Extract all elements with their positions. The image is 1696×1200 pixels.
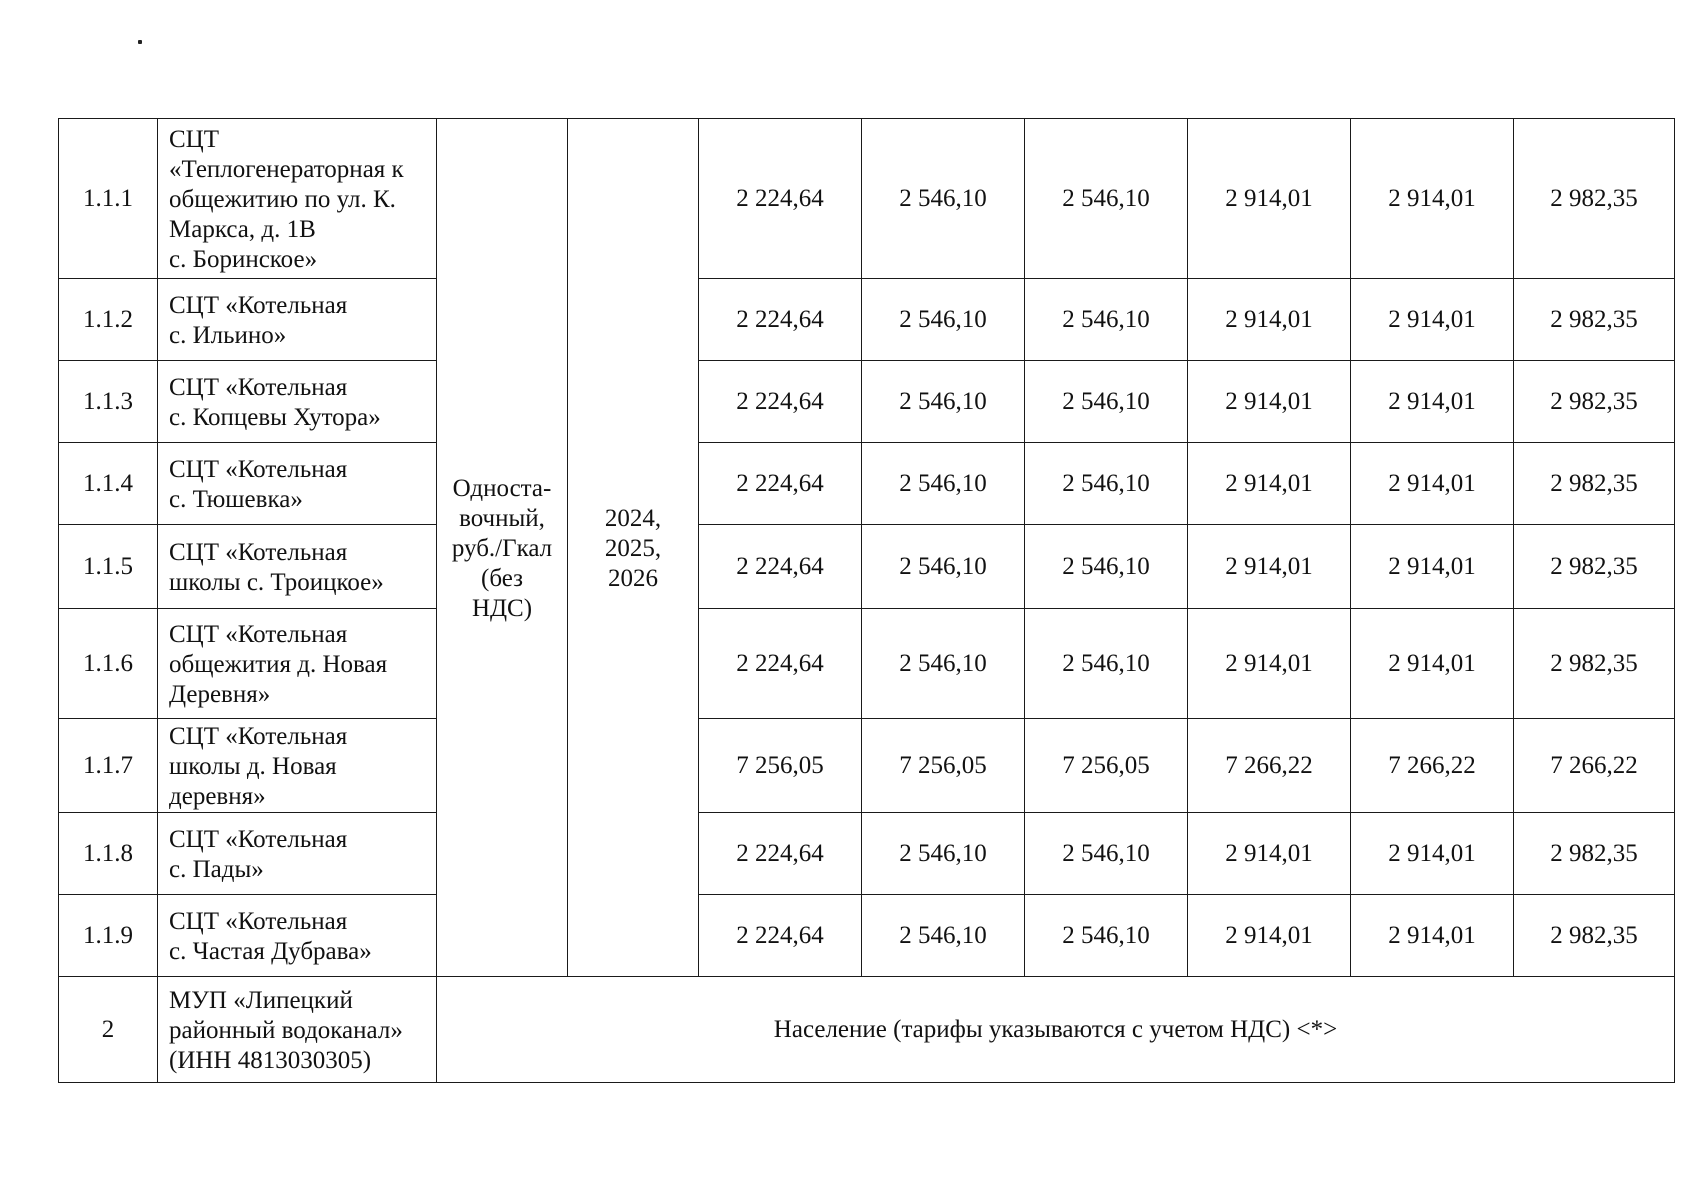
tariff-value: 2 546,10 bbox=[1025, 609, 1188, 719]
tariff-value: 2 224,64 bbox=[699, 361, 862, 443]
tariff-value: 2 914,01 bbox=[1188, 525, 1351, 609]
text-line: СЦТ «Котельная bbox=[169, 907, 348, 935]
tariff-value: 2 224,64 bbox=[699, 895, 862, 977]
tariff-value: 2 982,35 bbox=[1514, 895, 1675, 977]
table-row-organization bbox=[59, 977, 1675, 1083]
tariff-value: 2 914,01 bbox=[1351, 895, 1514, 977]
text-line: с. Боринское» bbox=[169, 245, 318, 273]
tariff-unit bbox=[437, 119, 568, 977]
tariff-value: 7 256,05 bbox=[1025, 719, 1188, 813]
text-line: школы с. Троицкое» bbox=[169, 568, 384, 596]
text-line: 2025, bbox=[604, 534, 662, 562]
tariff-value: 2 914,01 bbox=[1351, 119, 1514, 279]
system-name bbox=[158, 895, 437, 977]
text-line: НДС) bbox=[471, 594, 533, 622]
tariff-value: 2 224,64 bbox=[699, 525, 862, 609]
tariff-value: 2 546,10 bbox=[1025, 525, 1188, 609]
tariff-value: 2 982,35 bbox=[1514, 361, 1675, 443]
table-row bbox=[59, 525, 1675, 609]
row-number: 1.1.4 bbox=[59, 443, 158, 525]
tariff-value: 2 914,01 bbox=[1188, 609, 1351, 719]
text-line: МУП «Липецкий bbox=[169, 986, 353, 1014]
row-number: 1.1.8 bbox=[59, 813, 158, 895]
text-line: с. Копцевы Хутора» bbox=[169, 403, 381, 431]
text-line: общежития д. Новая bbox=[169, 650, 388, 678]
tariff-years bbox=[568, 119, 699, 977]
tariff-value: 2 546,10 bbox=[862, 813, 1025, 895]
text-line: вочный, bbox=[459, 504, 545, 532]
text-line: общежитию по ул. К. bbox=[169, 185, 396, 213]
text-line: районный водоканал» bbox=[169, 1016, 403, 1044]
tariff-value: 2 914,01 bbox=[1188, 443, 1351, 525]
system-name bbox=[158, 279, 437, 361]
tariff-value: 2 914,01 bbox=[1351, 361, 1514, 443]
tariff-table bbox=[58, 118, 1675, 1083]
text-line: Маркса, д. 1В bbox=[169, 215, 316, 243]
tariff-value: 7 266,22 bbox=[1351, 719, 1514, 813]
tariff-value: 2 546,10 bbox=[1025, 279, 1188, 361]
text-line: СЦТ «Котельная bbox=[169, 455, 348, 483]
tariff-value: 2 224,64 bbox=[699, 279, 862, 361]
tariff-value: 7 266,22 bbox=[1514, 719, 1675, 813]
text-line: СЦТ «Котельная bbox=[169, 722, 348, 750]
row-number: 1.1.7 bbox=[59, 719, 158, 813]
system-name bbox=[158, 443, 437, 525]
text-line: СЦТ «Котельная bbox=[169, 538, 348, 566]
tariff-value: 2 914,01 bbox=[1351, 609, 1514, 719]
text-line: СЦТ «Котельная bbox=[169, 825, 348, 853]
tariff-value: 2 546,10 bbox=[1025, 813, 1188, 895]
tariff-value: 2 546,10 bbox=[862, 279, 1025, 361]
table-row bbox=[59, 609, 1675, 719]
tariff-value: 2 982,35 bbox=[1514, 609, 1675, 719]
table-row bbox=[59, 119, 1675, 279]
table-row bbox=[59, 361, 1675, 443]
tariff-value: 7 256,05 bbox=[699, 719, 862, 813]
tariff-value: 2 914,01 bbox=[1188, 813, 1351, 895]
scan-speck bbox=[138, 40, 142, 44]
tariff-value: 2 982,35 bbox=[1514, 119, 1675, 279]
text-line: Деревня» bbox=[169, 680, 271, 708]
text-line: СЦТ «Котельная bbox=[169, 373, 348, 401]
tariff-value: 2 224,64 bbox=[699, 609, 862, 719]
text-line: с. Ильино» bbox=[169, 321, 287, 349]
tariff-value: 2 914,01 bbox=[1351, 525, 1514, 609]
tariff-value: 2 224,64 bbox=[699, 813, 862, 895]
system-name bbox=[158, 719, 437, 813]
text-line: с. Пады» bbox=[169, 855, 264, 883]
text-line: СЦТ bbox=[169, 125, 219, 153]
tariff-value: 2 546,10 bbox=[862, 895, 1025, 977]
text-line: деревня» bbox=[169, 782, 266, 810]
text-line: СЦТ «Котельная bbox=[169, 620, 348, 648]
text-line: с. Частая Дубрава» bbox=[169, 937, 372, 965]
tariff-value: 2 546,10 bbox=[1025, 443, 1188, 525]
system-name bbox=[158, 525, 437, 609]
row-number: 1.1.5 bbox=[59, 525, 158, 609]
tariff-value: 2 546,10 bbox=[862, 525, 1025, 609]
table-row bbox=[59, 813, 1675, 895]
tariff-value: 2 224,64 bbox=[699, 119, 862, 279]
text-line: «Теплогенераторная к bbox=[169, 155, 404, 183]
row-number: 1.1.6 bbox=[59, 609, 158, 719]
tariff-value: 2 546,10 bbox=[862, 609, 1025, 719]
tariff-value: 2 914,01 bbox=[1188, 279, 1351, 361]
tariff-value: 2 982,35 bbox=[1514, 279, 1675, 361]
system-name bbox=[158, 361, 437, 443]
tariff-value: 7 256,05 bbox=[862, 719, 1025, 813]
row-number: 1.1.9 bbox=[59, 895, 158, 977]
system-name bbox=[158, 609, 437, 719]
row-number: 2 bbox=[59, 977, 158, 1083]
tariff-value: 2 982,35 bbox=[1514, 525, 1675, 609]
text-line: Односта- bbox=[452, 474, 552, 502]
organization-name bbox=[158, 977, 437, 1083]
row-number: 1.1.3 bbox=[59, 361, 158, 443]
text-line: с. Тюшевка» bbox=[169, 485, 303, 513]
table-row bbox=[59, 719, 1675, 813]
text-line: 2026 bbox=[608, 564, 658, 592]
text-line: (без bbox=[481, 564, 523, 592]
tariff-value: 2 914,01 bbox=[1188, 895, 1351, 977]
tariff-value: 2 546,10 bbox=[862, 443, 1025, 525]
text-line: (ИНН 4813030305) bbox=[169, 1046, 372, 1074]
tariff-value: 2 914,01 bbox=[1188, 361, 1351, 443]
tariff-value: 2 546,10 bbox=[862, 361, 1025, 443]
tariff-value: 2 914,01 bbox=[1351, 443, 1514, 525]
text-line: СЦТ «Котельная bbox=[169, 291, 348, 319]
tariff-value: 2 982,35 bbox=[1514, 813, 1675, 895]
table-row bbox=[59, 895, 1675, 977]
tariff-value: 7 266,22 bbox=[1188, 719, 1351, 813]
table-row bbox=[59, 279, 1675, 361]
population-note: Население (тарифы указываются с учетом НДС) <*> bbox=[437, 977, 1675, 1083]
text-line: 2024, bbox=[604, 504, 662, 532]
tariff-value: 2 224,64 bbox=[699, 443, 862, 525]
tariff-value: 2 914,01 bbox=[1188, 119, 1351, 279]
tariff-value: 2 914,01 bbox=[1351, 813, 1514, 895]
tariff-value: 2 546,10 bbox=[862, 119, 1025, 279]
tariff-value: 2 982,35 bbox=[1514, 443, 1675, 525]
text-line: руб./Гкал bbox=[451, 534, 553, 562]
tariff-value: 2 546,10 bbox=[1025, 361, 1188, 443]
row-number: 1.1.1 bbox=[59, 119, 158, 279]
tariff-value: 2 914,01 bbox=[1351, 279, 1514, 361]
text-line: школы д. Новая bbox=[169, 752, 337, 780]
row-number: 1.1.2 bbox=[59, 279, 158, 361]
tariff-value: 2 546,10 bbox=[1025, 119, 1188, 279]
system-name bbox=[158, 813, 437, 895]
table-row bbox=[59, 443, 1675, 525]
tariff-value: 2 546,10 bbox=[1025, 895, 1188, 977]
system-name bbox=[158, 119, 437, 279]
